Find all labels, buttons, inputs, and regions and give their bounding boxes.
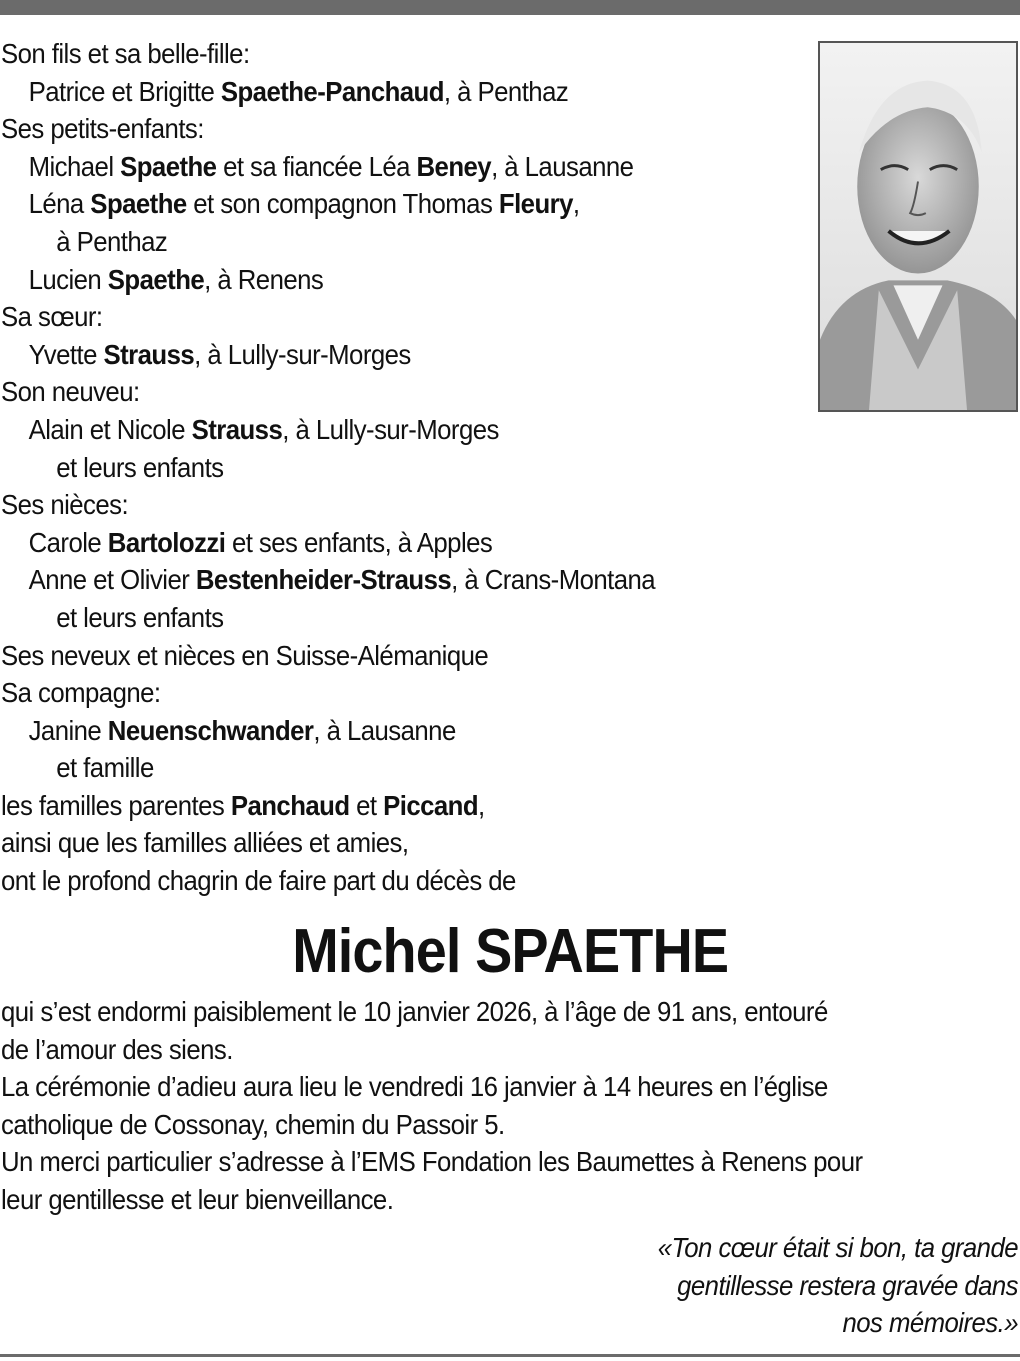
family-text: et ses enfants, à Apples — [225, 526, 493, 558]
family-line — [1, 449, 737, 487]
family-surname: Fleury — [498, 188, 573, 220]
portrait-image — [820, 43, 1016, 410]
announcement-line: qui s’est endormi paisiblement le 10 janvier 2026, à l’âge de 91 ans, entouré — [1, 996, 828, 1027]
family-surname: Spaethe-Panchaud — [220, 75, 444, 107]
top-rule — [0, 0, 1020, 15]
family-text: et famille — [56, 752, 154, 784]
family-surname: Strauss — [103, 338, 195, 370]
family-surname: Beney — [416, 150, 492, 182]
portrait-photo — [818, 41, 1018, 412]
family-text: et leurs enfants — [56, 451, 224, 483]
family-line — [1, 336, 737, 374]
family-surname: Bartolozzi — [107, 526, 226, 558]
family-text: Anne et Olivier — [28, 564, 196, 596]
family-text: Sa compagne: — [1, 677, 161, 709]
family-line — [1, 637, 737, 675]
family-text: , à Penthaz — [443, 75, 569, 107]
family-text: Janine — [28, 714, 108, 746]
family-text: Carole — [28, 526, 108, 558]
family-text: Ses petits-enfants: — [1, 113, 204, 145]
family-line — [1, 35, 737, 73]
family-line — [1, 73, 737, 111]
family-line — [1, 185, 737, 223]
memorial-quote — [503, 1229, 1018, 1342]
family-surname: Spaethe — [107, 263, 205, 295]
deceased-name — [0, 912, 1020, 992]
family-text: , — [478, 789, 485, 821]
family-text: , — [572, 188, 580, 220]
family-text: , à Lully-sur-Morges — [194, 338, 411, 370]
family-text: Yvette — [28, 338, 104, 370]
family-line — [1, 712, 737, 750]
bottom-rule — [0, 1354, 1020, 1357]
family-line — [1, 599, 737, 637]
family-text: ainsi que les familles alliées et amies, — [1, 827, 409, 859]
family-text: Ses nièces: — [1, 489, 129, 521]
family-line — [1, 411, 737, 449]
announcement-line: La cérémonie d’adieu aura lieu le vendredi 16 janvier à 14 heures en l’église — [1, 1071, 828, 1103]
family-text: , à Lausanne — [491, 150, 634, 182]
family-line — [1, 261, 737, 299]
family-line — [1, 524, 737, 562]
family-text: , à Lully-sur-Morges — [282, 413, 499, 445]
family-list — [1, 35, 737, 900]
quote-line: gentillesse restera gravée dans — [677, 1269, 1018, 1301]
family-text: Alain et Nicole — [28, 413, 192, 445]
family-text: , à Crans-Montana — [451, 564, 656, 596]
family-text: Michael — [28, 150, 121, 182]
family-line — [1, 824, 737, 862]
family-line — [1, 223, 737, 261]
family-surname: Spaethe — [120, 150, 217, 182]
family-text: les familles parentes — [1, 789, 231, 821]
family-text: Ses neveux et nièces en Suisse-Alémanique — [1, 639, 489, 671]
family-line — [1, 787, 737, 825]
announcement-line: leur gentillesse et leur bienveillance. — [1, 1183, 394, 1215]
family-surname: Panchaud — [230, 789, 350, 821]
family-text: Son fils et sa belle-fille: — [1, 38, 250, 69]
quote-line: nos mémoires.» — [842, 1307, 1018, 1339]
family-line — [1, 148, 737, 186]
announcement-text — [1, 993, 1018, 1219]
family-text: Sa sœur: — [1, 301, 103, 333]
family-surname: Neuenschwander — [107, 714, 314, 746]
family-line — [1, 749, 737, 787]
family-text: Son neuveu: — [1, 376, 140, 408]
family-line — [1, 298, 737, 336]
family-line — [1, 862, 737, 900]
announcement-line: catholique de Cossonay, chemin du Passoir 5. — [1, 1108, 505, 1140]
family-text: et — [349, 789, 384, 821]
family-line — [1, 110, 737, 148]
family-text: Patrice et Brigitte — [28, 75, 221, 107]
family-text: Léna — [28, 188, 91, 220]
family-surname: Strauss — [191, 413, 283, 445]
announcement-line: Un merci particulier s’adresse à l’EMS Fondation les Baumettes à Renens pour — [1, 1146, 863, 1178]
quote-line: «Ton cœur était si bon, ta grande — [657, 1232, 1018, 1263]
family-text: , à Lausanne — [313, 714, 456, 746]
family-surname: Spaethe — [90, 188, 187, 220]
family-text: ont le profond chagrin de faire part du décès de — [1, 865, 516, 897]
family-text: et sa fiancée Léa — [216, 150, 417, 182]
deceased-name-text: Michel SPAETHE — [292, 917, 728, 986]
family-text: , à Renens — [204, 263, 324, 295]
family-text: et son compagnon Thomas — [186, 188, 499, 220]
family-line — [1, 561, 737, 599]
family-surname: Piccand — [383, 789, 479, 821]
family-line — [1, 373, 737, 411]
family-text: et leurs enfants — [56, 601, 224, 633]
family-text: Lucien — [28, 263, 108, 295]
family-line — [1, 674, 737, 712]
family-line — [1, 486, 737, 524]
family-surname: Bestenheider-Strauss — [195, 564, 452, 596]
announcement-line: de l’amour des siens. — [1, 1033, 233, 1065]
family-text: à Penthaz — [56, 225, 168, 257]
